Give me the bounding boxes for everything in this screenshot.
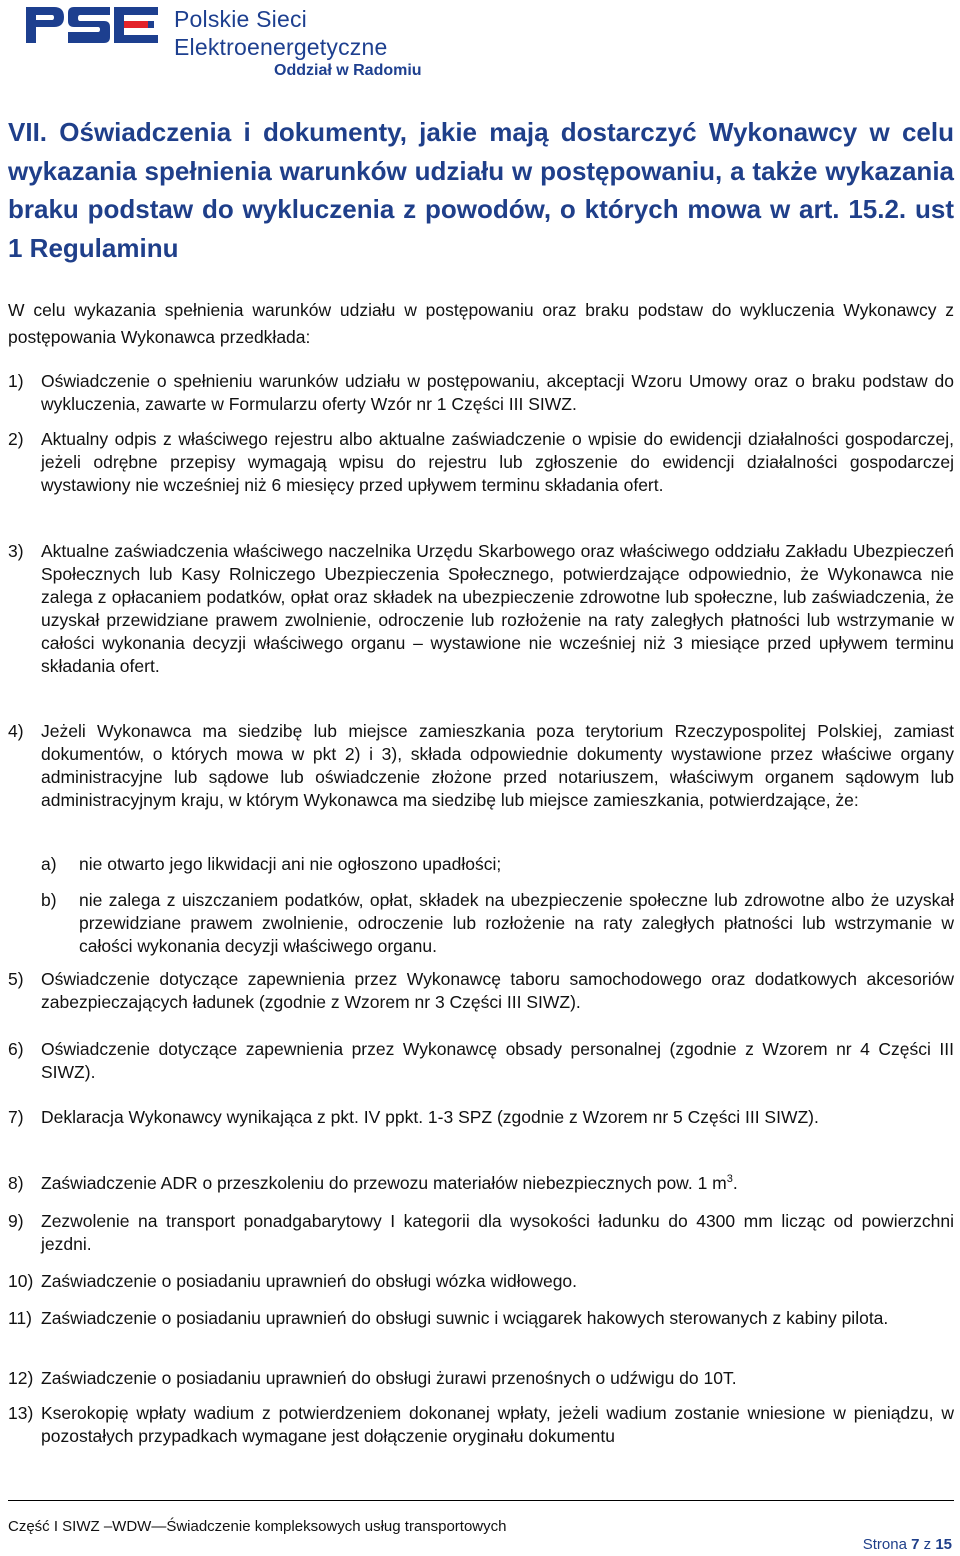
page-number [863,1536,952,1553]
page-separator: z [923,1536,932,1553]
list-item [8,540,954,678]
section-intro: W celu wykazania spełnienia warunków udziału w postępowaniu oraz braku podstaw do wykluczenia Wykonawcy z postępowania Wykonawca przedkłada: [8,300,954,347]
list-item-text-wrap [41,1172,954,1195]
list-item [8,1402,954,1448]
org-name-line2: Elektroenergetyczne [174,34,388,60]
list-item [8,1270,954,1293]
sub-list-item [41,853,954,876]
list-item-number: 4) [8,721,24,741]
list-item-text-tail: . [732,1173,738,1193]
list-item-text: Jeżeli Wykonawca ma siedzibę lub miejsce zamieszkania poza terytorium Rzeczypospolitej Polskiej, zamiast dokumentów, o których mowa w pkt 2) i 3), składa odpowiednie dokumenty wystawione przez właściwe organy administracyjne lub sądowe lub oświadczenie złożone przed notariuszem, właściwym organem sądowym lub administracyjnym kraju, w którym Wykonawca ma siedzibę lub miejsce zamieszkania, potwierdzające, że: [41,721,954,810]
list-item-number: 7) [8,1107,24,1127]
footer-divider [8,1500,954,1501]
page-current: 7 [911,1536,920,1553]
list-item-text: Deklaracja Wykonawcy wynikająca z pkt. IV ppkt. 1-3 SPZ (zgodnie z Wzorem nr 5 Części III SIWZ). [41,1107,819,1127]
list-item-number: 9) [8,1211,24,1231]
list-item-number: 1) [8,371,24,391]
list-item [8,1038,954,1084]
list-item-number: 5) [8,969,24,989]
list-item-text: Aktualne zaświadczenia właściwego naczelnika Urzędu Skarbowego oraz właściwego oddziału Zakładu Ubezpieczeń Społecznych lub Kasy Rolniczego Ubezpieczenia Społecznego, potwierdzające odpowiednio, że Wykonawca nie zalega z opłacaniem podatków, opłat oraz składek na ubezpieczenie zdrowotne lub społeczne, lub zaświadczenia, że uzyskał przewidziane prawem zwolnienie, odroczenie lub rozłożenie na raty zaległych płatności lub wstrzymanie w całości wykonania decyzji właściwego organu – wystawione nie wcześniej niż 3 miesiące przed upływem terminu składania ofert. [41,541,954,676]
footer-document-title: Część I SIWZ –WDW—Świadczenie kompleksowych usług transportowych [8,1518,507,1535]
sub-list-item-text: nie zalega z uiszczaniem podatków, opłat, składek na ubezpieczenie społeczne lub zdrowotne albo że uzyskał przewidziane prawem zwolnienie, odroczenie lub rozłożenie na raty zaległych płatności lub wstrzymanie w całości wykonania decyzji właściwego organu. [79,890,954,956]
list-item-number: 6) [8,1039,24,1059]
sub-list-item-letter: b) [41,890,57,910]
list-item-number: 12) [8,1368,34,1388]
list-item-text: Zaświadczenie o posiadaniu uprawnień do obsługi suwnic i wciągarek hakowych sterowanych z kabiny pilota. [41,1308,889,1328]
list-item [8,968,954,1014]
list-item-number: 3) [8,541,24,561]
list-item-text: Oświadczenie dotyczące zapewnienia przez Wykonawcę obsady personalnej (zgodnie z Wzorem nr 4 Części III SIWZ). [41,1039,954,1082]
sub-list-item-text: nie otwarto jego likwidacji ani nie ogłoszono upadłości; [79,854,502,874]
sub-list-item [41,889,954,958]
list-item [8,428,954,497]
list-item-number: 13) [8,1403,34,1423]
page-total: 15 [935,1536,952,1553]
list-item [8,1106,954,1129]
section-heading: VII. Oświadczenia i dokumenty, jakie mają dostarczyć Wykonawcy w celu wykazania spełnienia warunków udziału w postępowaniu, a także wykazania braku podstaw do wykluczenia z powodów, o których mowa w art. 15.2. ust 1 Regulaminu [8,117,954,263]
list-item-text: Kserokopię wpłaty wadium z potwierdzeniem dokonanej wpłaty, jeżeli wadium zostanie wniesione w pieniądzu, w pozostałych przypadkach wymagane jest dołączenie oryginału dokumentu [41,1403,954,1446]
list-item [8,1307,954,1330]
list-item-number: 8) [8,1173,24,1193]
list-item-text: Aktualny odpis z właściwego rejestru albo aktualne zaświadczenie o wpisie do ewidencji działalności gospodarczej, jeżeli odrębne przepisy wymagają wpisu do rejestru lub zgłoszenie do ewidencji działalności gospodarczej wystawiony nie wcześniej niż 6 miesięcy przed upływem terminu składania ofert. [41,429,954,495]
sub-list-item-letter: a) [41,854,57,874]
list-item [8,720,954,812]
list-item [8,1210,954,1256]
list-item-text: Zaświadczenie ADR o przeszkoleniu do przewozu materiałów niebezpiecznych pow. 1 m [41,1173,727,1193]
list-item-number: 11) [8,1308,32,1328]
superscript: 3 [726,1173,733,1186]
list-item-text: Zaświadczenie o posiadaniu uprawnień do obsługi żurawi przenośnych o udźwigu do 10T. [41,1368,737,1388]
list-item-text: Oświadczenie o spełnieniu warunków udziału w postępowaniu, akceptacji Wzoru Umowy oraz o braku podstaw do wykluczenia, zawarte w Formularzu oferty Wzór nr 1 Części III SIWZ. [41,371,954,414]
list-item-text: Oświadczenie dotyczące zapewnienia przez Wykonawcę taboru samochodowego oraz dodatkowych akcesoriów zabezpieczających ładunek (zgodnie z Wzorem nr 3 Części III SIWZ). [41,969,954,1012]
list-item-number: 10) [8,1271,34,1291]
pse-logo-mark [24,4,162,46]
org-name-line1: Polskie Sieci [174,6,307,32]
page-label: Strona [862,1536,907,1553]
list-item [8,370,954,416]
org-division: Oddział w Radomiu [274,62,422,79]
list-item-number: 2) [8,429,24,449]
list-item [8,1367,954,1390]
list-item-text: Zaświadczenie o posiadaniu uprawnień do obsługi wózka widłowego. [41,1271,578,1291]
list-item-text: Zezwolenie na transport ponadgabarytowy I kategorii dla wysokości ładunku do 4300 mm licząc od powierzchni jezdni. [41,1211,954,1254]
list-item [8,1172,954,1195]
